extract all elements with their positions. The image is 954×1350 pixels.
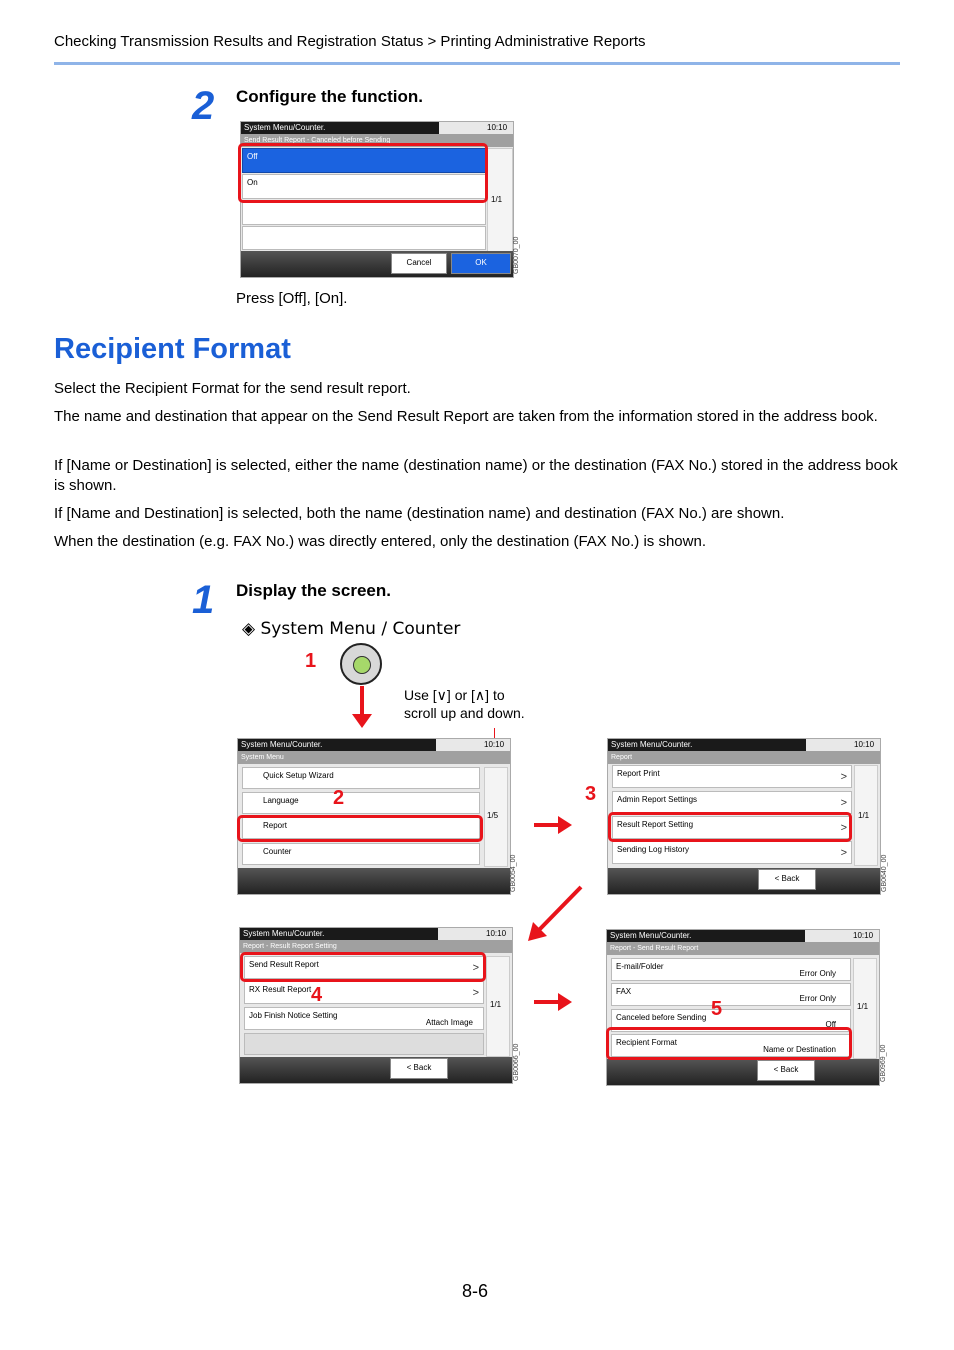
panel-screen-result-report-setting [239,927,513,1084]
screen-subtitle: System Menu [238,751,510,764]
system-menu-key-label: ◈ System Menu / Counter [242,619,461,639]
page-indicator: 1/1 [490,1000,502,1009]
screen-subtitle: Send Result Report - Canceled before Sending [241,134,513,147]
page-indicator: 1/1 [857,1002,869,1011]
figure-code: GB0066_00 [513,1043,520,1081]
paragraph: The name and destination that appear on the Send Result Report are taken from the information stored in the address book. [54,408,878,425]
header-rule [54,62,900,65]
menu-item-job-finish-notice[interactable]: Job Finish Notice Setting Attach Image [244,1007,484,1030]
menu-item-send-result-report[interactable]: Send Result Report > [244,956,484,979]
menu-item-recipient-format[interactable]: Recipient Format Name or Destination [611,1034,851,1057]
menu-item-quick-setup[interactable]: Quick Setup Wizard [242,767,480,789]
callout-number: 3 [585,783,597,805]
back-button[interactable]: < Back [757,1060,815,1081]
back-button[interactable]: < Back [758,869,816,890]
step-number: 1 [192,578,215,622]
screen-path: System Menu/Counter. [608,739,806,751]
figure-code: GB0969_00 [880,1044,887,1082]
screen-time: 10:10 [484,740,505,749]
figure-code: GB0640_00 [881,854,888,892]
callout-number: 2 [333,787,345,809]
paragraph: If [Name or Destination] is selected, either the name (destination name) or the destination (FAX No.) stored in the address book is shown. [54,457,898,494]
menu-item-email-folder[interactable]: E-mail/Folder Error Only [611,958,851,981]
breadcrumb: Checking Transmission Results and Registration Status > Printing Administrative Reports [54,33,646,50]
option-on[interactable]: On [242,174,486,199]
screen-time: 10:10 [854,740,875,749]
highlight-box [608,812,852,842]
diagonal-arrow-icon [525,884,585,944]
menu-item-counter[interactable]: Counter [242,843,480,865]
screen-path: System Menu/Counter. [607,930,805,942]
system-menu-key[interactable] [340,643,382,685]
callout-number: 1 [305,650,317,672]
highlight-box [606,1027,852,1060]
paragraph: When the destination (e.g. FAX No.) was directly entered, only the destination (FAX No.) is shown. [54,533,706,550]
highlight-box [238,143,488,203]
instruction-text: Press [Off], [On]. [236,290,348,307]
menu-item-sending-log-history[interactable]: Sending Log History > [612,841,852,864]
screen-time: 10:10 [486,929,507,938]
scroll-hint: Use [∨] or [∧] to scroll up and down. [404,687,525,721]
menu-item-report-print[interactable]: Report Print > [612,765,852,788]
menu-item-result-report-setting[interactable]: Result Report Setting > [612,816,852,839]
callout-number: 4 [311,984,323,1006]
highlight-box [237,815,483,842]
screen-footer [238,868,510,894]
screen-path: System Menu/Counter. [240,928,438,940]
screen-subtitle: Report - Send Result Report [607,942,879,955]
panel-screen-send-result-report [606,929,880,1086]
paragraph: Select the Recipient Format for the send result report. [54,380,411,397]
option-empty [242,200,486,225]
option-empty [242,226,486,250]
highlight-box [240,952,486,982]
right-arrow-icon [534,815,574,835]
page-indicator: 1/1 [491,195,503,204]
screen-time: 10:10 [487,123,508,132]
menu-item-language[interactable]: Language [242,792,480,814]
page-number: 8-6 [462,1281,489,1301]
figure-code: GB0054_00 [510,854,517,892]
screen-path: System Menu/Counter. [241,122,439,134]
menu-item-canceled-before-sending[interactable]: Canceled before Sending Off [611,1009,851,1032]
menu-item-rx-result-report[interactable]: RX Result Report > [244,981,484,1004]
section-title: Recipient Format [54,333,291,365]
callout-number: 5 [711,998,723,1020]
key-indicator-icon [353,656,371,674]
screen-path: System Menu/Counter. [238,739,436,751]
menu-item-fax[interactable]: FAX Error Only [611,983,851,1006]
screen-footer [607,1059,879,1085]
menu-item-empty [244,1033,484,1055]
right-arrow-icon [534,992,574,1012]
page-indicator: 1/1 [858,811,870,820]
screen-subtitle: Report - Result Report Setting [240,940,512,953]
page-indicator: 1/5 [487,811,499,820]
step-number: 2 [192,84,215,128]
paragraph: If [Name and Destination] is selected, both the name (destination name) and destination (FAX No.) are shown. [54,505,785,522]
cancel-button[interactable]: Cancel [391,253,447,274]
system-menu-icon: ◈ [242,619,256,639]
step-title: Display the screen. [236,581,391,600]
screen-footer [240,1057,512,1083]
screen-time: 10:10 [853,931,874,940]
screen-subtitle: Report [608,751,880,764]
figure-code: GB0070_00 [513,236,520,274]
screen-footer [608,868,880,894]
menu-item-admin-report-settings[interactable]: Admin Report Settings > [612,791,852,814]
ok-button[interactable]: OK [451,253,511,274]
menu-item-report[interactable]: Report [242,817,480,839]
down-arrow-icon [350,686,374,730]
back-button[interactable]: < Back [390,1058,448,1079]
option-off[interactable]: Off [242,148,486,173]
step-title: Configure the function. [236,87,423,106]
